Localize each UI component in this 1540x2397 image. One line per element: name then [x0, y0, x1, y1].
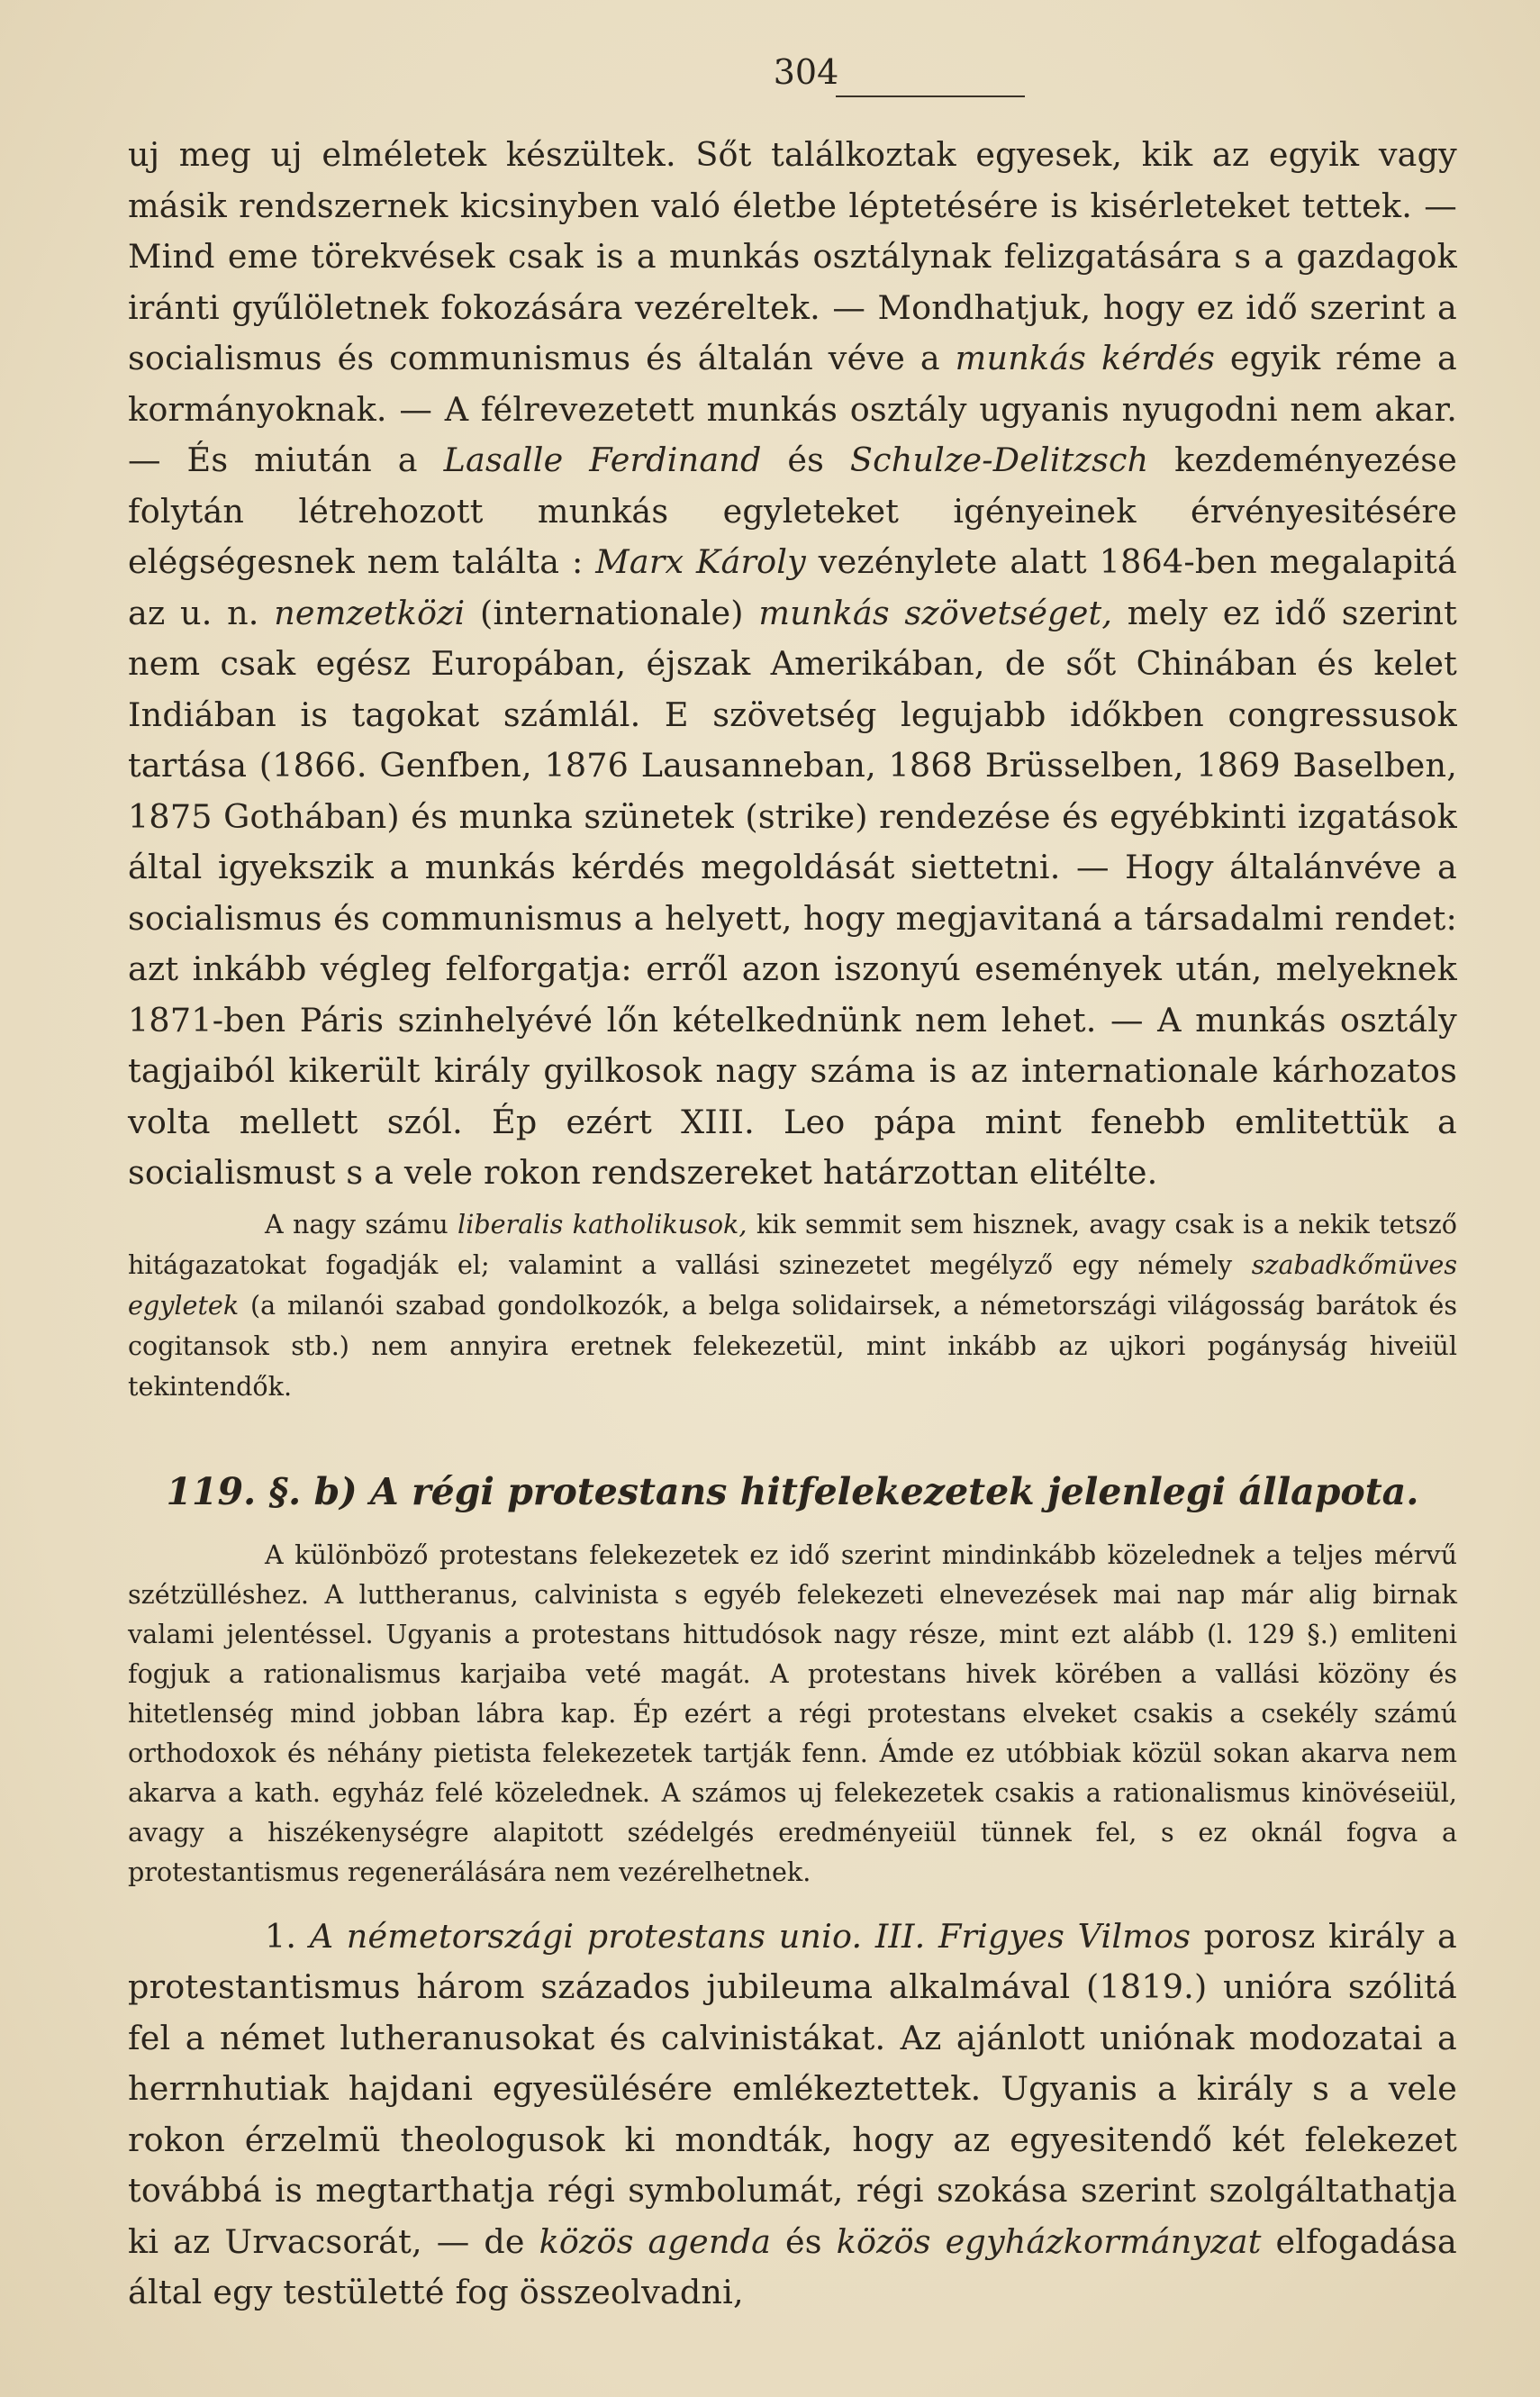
footnote-text-2: kik semmit sem hisznek, avagy csak is a nekik tetsző hitágazatokat fogadják el; valamint a vallási szinezetet megélyző egy némely: [128, 1208, 1457, 1280]
footnote-paragraph: [128, 1204, 1457, 1407]
main-italic-4: Marx Károly: [595, 542, 806, 581]
page-number: 304: [773, 52, 839, 92]
main-italic-1: munkás kérdés: [955, 339, 1216, 377]
main-paragraph: [128, 130, 1457, 1199]
main-italic-6: munkás szövetséget,: [758, 593, 1113, 632]
footnote-text-1: A nagy számu: [265, 1208, 458, 1239]
page-number-rule: [836, 95, 1025, 97]
section-intro: A különböző protestans felekezetek ez idő szerint mindinkább közelednek a teljes mérvű szétzülléshez. A luttheranus, calvinista s egyéb felekezeti elnevezések mai nap már alig birnak valami jelentéssel. Ugyanis a protestans hittudósok nagy része, mint ezt alább (l. 129 §.) emliteni fogjuk a rationalismus karjaiba veté magát. A protestans hivek körében a vallási közöny és hitetlenség mind jobban lábra kap. Ép ezért a régi protestans elveket csakis a csekély számú orthodoxok és néhány pietista felekezetek tartják fenn. Ámde ez utóbbiak közül sokan akarva nem akarva a kath. egyház felé közelednek. A számos uj felekezetek csakis a rationalismus kinövéseiül, avagy a hiszékenységre alapitott szédelgés eredményeiül tünnek fel, s ez oknál fogva a protestantismus regenerálására nem vezérelhetnek.: [128, 1539, 1457, 1887]
numbered-italic-2: közös agenda: [539, 2221, 772, 2261]
numbered-text-2: porosz király a protestantismus három százados jubileuma alkalmával (1819.) unióra szólitá fel a német lutheranusokat és calvinistákat. Az ajánlott uniónak modozatai a herrnhutiak hajdani egyesülésére emlékeztettek. Ugyanis a király s a vele rokon érzelmü theologusok ki mondták, hogy az egyesitendő két felekezet továbbá is megtarthatja régi symbolumát, régi szokása szerint szolgáltathatja ki az Urvacsorát, — de: [128, 1916, 1457, 2261]
main-italic-5: nemzetközi: [274, 593, 466, 632]
main-text-2: egyik réme a kormányoknak. — A félrevezetett munkás osztály ugyanis nyugodni nem akar. — És miután a: [128, 339, 1457, 479]
main-italic-2: Lasalle Ferdinand: [443, 440, 762, 479]
main-text-1: uj meg uj elméletek készültek. Sőt találkoztak egyesek, kik az egyik vagy másik rendszernek kicsinyben való életbe léptetésére is kisérleteket tettek. — Mind eme törekvések csak is a munkás osztálynak felizgatására s a gazdagok iránti gyűlöletnek fokozására vezéreltek. — Mondhatjuk, hogy ez idő szerint a socialismus és communismus és általán véve a: [128, 135, 1457, 377]
footnote-italic-1: liberalis katholikusok,: [457, 1208, 747, 1239]
numbered-italic-3: közös egyházkormányzat: [836, 2221, 1262, 2261]
footnote-text-3: (a milanói szabad gondolkozók, a belga solidairsek, a németországi világosság barátok és cogitansok stb.) nem annyira eretnek felekezetül, mint inkább az ujkori pogányság hiveiül tekintendők.: [128, 1289, 1457, 1402]
numbered-text-4: elfogadása által egy testületté fog összeolvadni,: [128, 2221, 1457, 2311]
main-italic-3: Schulze-Delitzsch: [849, 440, 1149, 479]
numbered-italic-1: A németországi protestans unio. III. Frigyes Vilmos: [309, 1916, 1191, 1956]
main-text-4: kezdeményezése folytán létrehozott munkás egyleteket igényeinek érvényesitésére elégségesnek nem találta :: [128, 440, 1458, 581]
section-heading: 119. §. b) A régi protestans hitfelekezetek jelenlegi állapota.: [166, 1469, 1419, 1513]
main-text-5: vezénylete alatt 1864-ben megalapitá az u. n.: [128, 542, 1457, 632]
main-text-3: és: [761, 440, 850, 479]
main-text-7: mely ez idő szerint nem csak egész Europában, éjszak Amerikában, de sőt Chinában és kelet Indiában is tagokat számlál. E szövetség legujabb időkben congressusok tartása (1866. Genfben, 1876 Lausanneban, 1868 Brüsselben, 1869 Baselben, 1875 Gothában) és munka szünetek (strike) rendezése és egyébkinti izgatások által igyekszik a munkás kérdés megoldását siettetni. — Hogy általánvéve a socialismus és communismus a helyett, hogy megjavitaná a társadalmi rendet: azt inkább végleg felforgatja: erről azon iszonyú események után, melyeknek 1871-ben Páris szinhelyévé lőn kételkednünk nem lehet. — A munkás osztály tagjaiból kikerült király gyilkosok nagy száma is az internationale kárhozatos volta mellett szól. Ép ezért XIII. Leo pápa mint fenebb emlitettük a socialismust s a vele rokon rendszereket határzottan elitélte.: [128, 593, 1458, 1192]
numbered-text-3: és: [771, 2221, 837, 2261]
numbered-text-1: 1.: [265, 1916, 310, 1956]
footnote-italic-2: szabadkőmüves egyletek: [128, 1248, 1457, 1321]
numbered-paragraph: [128, 1911, 1457, 2319]
main-text-6: (internationale): [465, 593, 759, 632]
